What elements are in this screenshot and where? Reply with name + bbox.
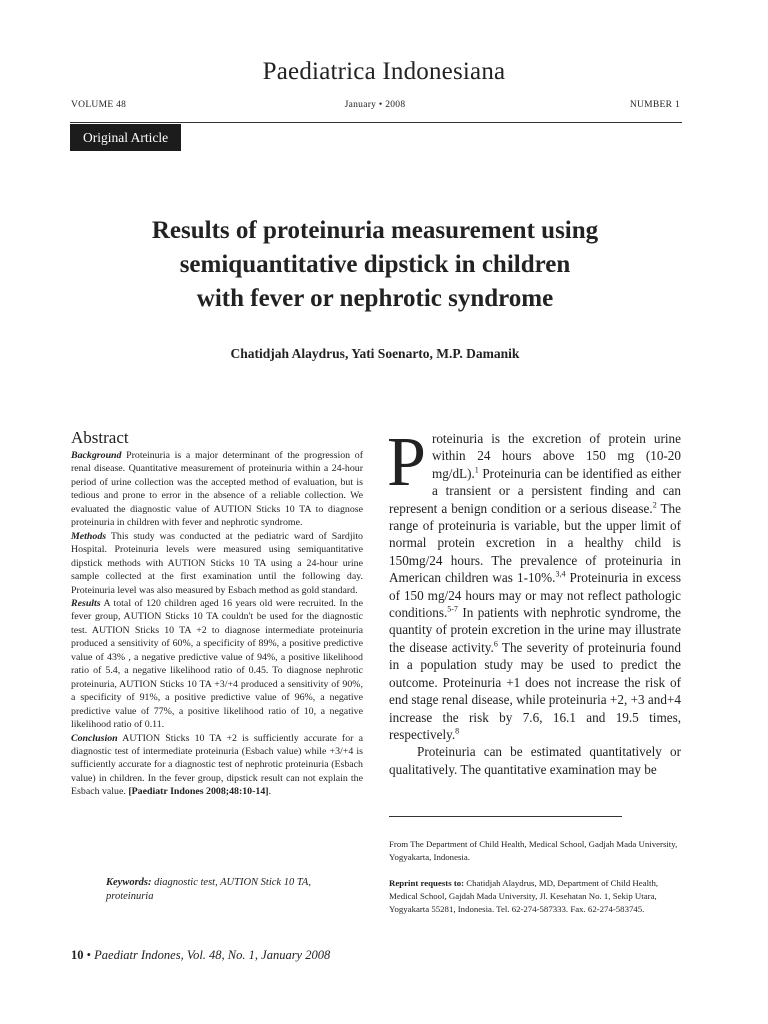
body-text: The range of proteinuria is variable, but the upper limit of normal protein excretion in a healthy child is 150mg/24 hours. The prevalence of proteinuria in American children was 1-10%. xyxy=(389,500,682,586)
ref-superscript: 6 xyxy=(493,639,498,649)
conclusion-text: AUTION Sticks 10 TA +2 is sufficiently accurate for a diagnostic test of intermediate proteinuria (Esbach value) while +3/+4 is sufficiently accurate for a diagnostic test of nephrotic proteinuria (Esbach value) in children. In the fever group, dipstick result can not explain the Esbach value. xyxy=(71,732,363,798)
article-type-badge: Original Article xyxy=(70,124,181,151)
abstract-background xyxy=(71,449,363,530)
conclusion-label: Conclusion xyxy=(71,732,118,744)
ref-superscript: 5-7 xyxy=(447,604,458,614)
results-text: A total of 120 children aged 16 years old were recruited. In the fever group, AUTION Sticks 10 TA couldn't be used for the diagnostic test. AUTION Sticks 10 TA +2 to diagnose intermediate proteinuria produced a sensitivity of 60%, a specificity of 89%, a positive predictive value of 43% , a negative predictive value of 94%, a positive likelihood ratio of 5.4, a negative likelihood ratio of 0.45. To diagnose nephrotic proteinuria, AUTION Sticks 10 TA +3/+4 produced a sensitivity of 90%, a specificity of 91%, a positive predictive value of 96%, a negative predictive value of 77%, a positive likelihood ratio of 10, a negative likelihood ratio of 0.11. xyxy=(71,597,363,731)
footer-separator: • xyxy=(83,948,95,962)
methods-label: Methods xyxy=(71,530,107,542)
abstract-heading: Abstract xyxy=(71,428,129,447)
abstract-conclusion xyxy=(71,732,363,799)
methods-text: This study was conducted at the pediatric ward of Sardjito Hospital. Proteinuria levels were measured using semiquantitative dipstick methods with AUTION Sticks 10 TA using a 24-hour urine sample collected at the first examination until the following day. Proteinuria level was also measured by Esbach method as gold standard. xyxy=(71,530,363,596)
volume-label: VOLUME 48 xyxy=(71,100,127,110)
results-label: Results xyxy=(71,597,101,609)
title-line: with fever or nephrotic syndrome xyxy=(196,285,554,312)
title-line: Results of proteinuria measurement using xyxy=(151,217,599,244)
abstract-methods xyxy=(71,530,363,597)
ref-superscript: 2 xyxy=(652,500,657,510)
citation-end: . xyxy=(268,786,272,798)
body-text: roteinuria is the excretion of protein urine within 24 hours above 150 mg (10-20 mg/dL). xyxy=(431,431,681,481)
drop-cap: P xyxy=(387,424,426,501)
body-text: Proteinuria can be identified as either a transient or a persistent finding and can represent a benign condition or a serious disease. xyxy=(389,465,681,516)
body-text: Proteinuria in excess of 150 mg/24 hours may or may not reflect pathologic conditions. xyxy=(389,570,681,621)
reprint-text: Chatidjah Alaydrus, MD, Department of Child Health, Medical School, Gajdah Mada University, Jl. Kesehatan No. 1, Sekip Utara, Yogyakarta 55281, Indonesia. Tel. 62-274-587333. Fax. 62-274-583745. xyxy=(389,878,659,914)
issue-number: NUMBER 1 xyxy=(629,100,680,110)
background-label: Background xyxy=(71,450,122,461)
keywords-label: Keywords: xyxy=(106,877,152,888)
abstract-results xyxy=(71,597,363,732)
main-text xyxy=(387,424,682,778)
body-text: In patients with nephrotic syndrome, the quantity of protein excretion in the urine may illustrate the disease activity. xyxy=(389,605,681,655)
ref-superscript: 1 xyxy=(474,465,479,475)
issue-date: January • 2008 xyxy=(344,100,406,110)
keywords xyxy=(106,876,356,904)
abstract-body xyxy=(71,449,363,799)
keywords-text: diagnostic test, AUTION Stick 10 TA, proteinuria xyxy=(106,877,311,902)
ref-superscript: 3,4 xyxy=(555,569,566,579)
body-text: The severity of proteinuria found in a population study may be used to predict the outcome. Proteinuria +1 does not increase the risk of end stage renal disease, while proteinuria +2, +3 and+4 increase the risk by 7.6, 16.1 and 19.5 times, respectively. xyxy=(389,639,681,742)
ref-superscript: 8 xyxy=(455,726,460,736)
footer-citation: Paediatr Indones, Vol. 48, No. 1, January 2008 xyxy=(94,948,331,962)
reprint-note xyxy=(389,877,681,916)
footnote-rule xyxy=(389,816,622,817)
reprint-label: Reprint requests to: xyxy=(389,878,465,888)
author-list: Chatidjah Alaydrus, Yati Soenarto, M.P. Damanik xyxy=(230,346,520,361)
second-paragraph: Proteinuria can be estimated quantitatively or qualitatively. The quantitative examination may be xyxy=(389,744,681,777)
title-line: semiquantitative dipstick in children xyxy=(179,251,571,278)
background-text: Proteinuria is a major determinant of the progression of renal disease. Quantitative measurement of proteinuria within a 24-hour period of urine collection was the accepted method of evaluation, but is tedious and prone to error in the absence of a reliable collection. We evaluated the diagnostic value of AUTION Sticks 10 TA to diagnose proteinuria in children with fever and nephrotic syndrome. xyxy=(71,450,363,529)
article-title xyxy=(0,214,750,316)
header-rule xyxy=(70,122,682,123)
affiliation-note: From The Department of Child Health, Medical School, Gadjah Mada University, Yogyakarta, Indonesia. xyxy=(389,839,678,862)
citation: [Paediatr Indones 2008;48:10-14] xyxy=(128,786,269,798)
page-number: 10 xyxy=(71,948,84,962)
intro-paragraph xyxy=(387,424,682,743)
journal-name: Paediatrica Indonesiana xyxy=(262,58,506,85)
page-footer xyxy=(71,948,330,963)
